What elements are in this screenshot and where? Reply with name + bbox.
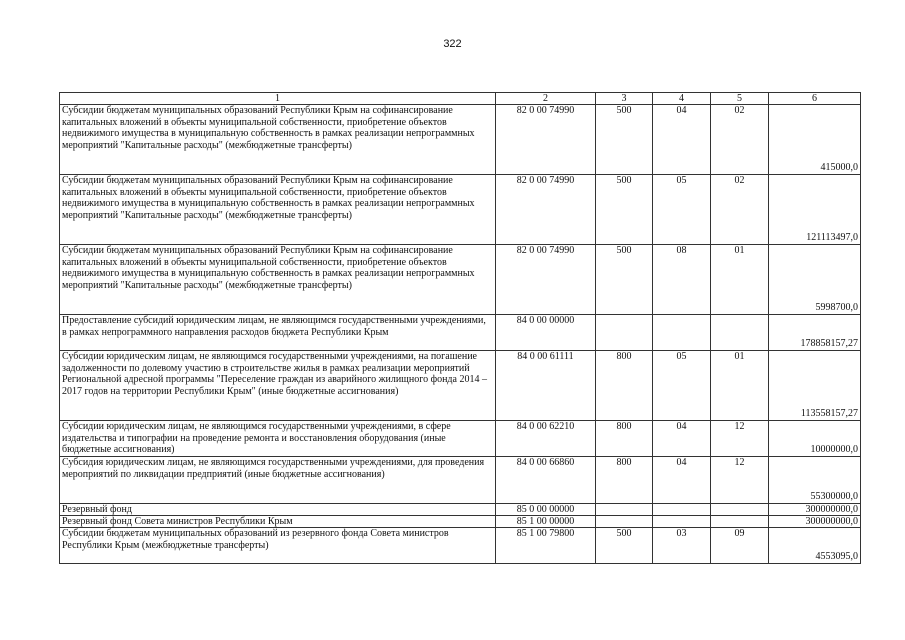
row-amount: 113558157,27 xyxy=(769,351,861,421)
table-row xyxy=(60,516,861,528)
row-description: Субсидии юридическим лицам, не являющимся государственными учреждениями, в сфере издательства и типографии на проведение ремонта и восстановления оборудования (иные бюджетные ассигнования) xyxy=(60,421,496,457)
row-col5 xyxy=(711,315,769,351)
row-amount: 121113497,0 xyxy=(769,175,861,245)
row-code: 82 0 00 74990 xyxy=(496,245,596,315)
row-col5 xyxy=(711,516,769,528)
row-col3: 800 xyxy=(596,457,653,504)
row-col3: 800 xyxy=(596,421,653,457)
row-description: Субсидии бюджетам муниципальных образований Республики Крым на софинансирование капитальных вложений в объекты муниципальной собственности, приобретение объектов недвижимого имущества в муниципальную собственность в рамках реализации непрограммных мероприятий "Капитальные расходы" (межбюджетные трансферты) xyxy=(60,175,496,245)
row-col3: 500 xyxy=(596,175,653,245)
row-col3: 500 xyxy=(596,105,653,175)
page-number: 322 xyxy=(443,38,462,50)
row-description: Субсидии бюджетам муниципальных образований из резервного фонда Совета министров Республики Крым (межбюджетные трансферты) xyxy=(60,528,496,564)
row-description: Предоставление субсидий юридическим лицам, не являющимся государственными учреждениями, в рамках непрограммного направления расходов бюджета Республики Крым xyxy=(60,315,496,351)
row-description: Субсидии бюджетам муниципальных образований Республики Крым на софинансирование капитальных вложений в объекты муниципальной собственности, приобретение объектов недвижимого имущества в муниципальную собственность в рамках реализации непрограммных мероприятий "Капитальные расходы" (межбюджетные трансферты) xyxy=(60,245,496,315)
header-cell: 2 xyxy=(496,93,596,105)
row-code: 82 0 00 74990 xyxy=(496,105,596,175)
row-col4 xyxy=(653,516,711,528)
row-code: 85 1 00 79800 xyxy=(496,528,596,564)
row-code: 85 0 00 00000 xyxy=(496,504,596,516)
header-cell: 6 xyxy=(769,93,861,105)
row-col4: 03 xyxy=(653,528,711,564)
row-col3: 500 xyxy=(596,245,653,315)
table-row xyxy=(60,421,861,457)
table-row xyxy=(60,105,861,175)
row-col4: 05 xyxy=(653,175,711,245)
header-cell: 5 xyxy=(711,93,769,105)
row-amount: 10000000,0 xyxy=(769,421,861,457)
table-header-row xyxy=(60,93,861,105)
table-row xyxy=(60,351,861,421)
row-col5: 09 xyxy=(711,528,769,564)
row-col4 xyxy=(653,504,711,516)
header-cell: 4 xyxy=(653,93,711,105)
row-code: 84 0 00 66860 xyxy=(496,457,596,504)
row-code: 82 0 00 74990 xyxy=(496,175,596,245)
row-description: Резервный фонд Совета министров Республики Крым xyxy=(60,516,496,528)
table-row xyxy=(60,175,861,245)
row-amount: 300000000,0 xyxy=(769,504,861,516)
row-col4 xyxy=(653,315,711,351)
row-code: 85 1 00 00000 xyxy=(496,516,596,528)
table-row xyxy=(60,528,861,564)
row-col4: 05 xyxy=(653,351,711,421)
row-code: 84 0 00 62210 xyxy=(496,421,596,457)
row-code: 84 0 00 61111 xyxy=(496,351,596,421)
row-description: Субсидии юридическим лицам, не являющимся государственными учреждениями, на погашение задолженности по долевому участию в строительстве жилья в рамках реализации мероприятий Региональной адресной программы "Переселение граждан из аварийного жилищного фонда 2014 –2017 годов на территории Республики Крым" (иные бюджетные ассигнования) xyxy=(60,351,496,421)
row-description: Субсидии бюджетам муниципальных образований Республики Крым на софинансирование капитальных вложений в объекты муниципальной собственности, приобретение объектов недвижимого имущества в муниципальную собственность в рамках реализации непрограммных мероприятий "Капитальные расходы" (межбюджетные трансферты) xyxy=(60,105,496,175)
row-col5: 02 xyxy=(711,105,769,175)
header-cell: 3 xyxy=(596,93,653,105)
header-cell: 1 xyxy=(60,93,496,105)
row-description: Резервный фонд xyxy=(60,504,496,516)
row-col5: 01 xyxy=(711,351,769,421)
row-code: 84 0 00 00000 xyxy=(496,315,596,351)
row-amount: 415000,0 xyxy=(769,105,861,175)
row-col3: 500 xyxy=(596,528,653,564)
row-amount: 4553095,0 xyxy=(769,528,861,564)
row-amount: 178858157,27 xyxy=(769,315,861,351)
row-description: Субсидия юридическим лицам, не являющимся государственными учреждениями, для проведения мероприятий по ликвидации предприятий (иные бюджетные ассигнования) xyxy=(60,457,496,504)
budget-table xyxy=(59,92,861,564)
table-row xyxy=(60,504,861,516)
row-col3 xyxy=(596,504,653,516)
row-amount: 55300000,0 xyxy=(769,457,861,504)
row-amount: 300000000,0 xyxy=(769,516,861,528)
row-col3: 800 xyxy=(596,351,653,421)
row-col4: 04 xyxy=(653,421,711,457)
table-row xyxy=(60,315,861,351)
row-col5 xyxy=(711,504,769,516)
table-row xyxy=(60,457,861,504)
row-col4: 04 xyxy=(653,105,711,175)
row-col3 xyxy=(596,516,653,528)
row-col5: 02 xyxy=(711,175,769,245)
row-col5: 12 xyxy=(711,421,769,457)
row-amount: 5998700,0 xyxy=(769,245,861,315)
row-col5: 01 xyxy=(711,245,769,315)
row-col4: 08 xyxy=(653,245,711,315)
row-col3 xyxy=(596,315,653,351)
row-col5: 12 xyxy=(711,457,769,504)
row-col4: 04 xyxy=(653,457,711,504)
table-row xyxy=(60,245,861,315)
